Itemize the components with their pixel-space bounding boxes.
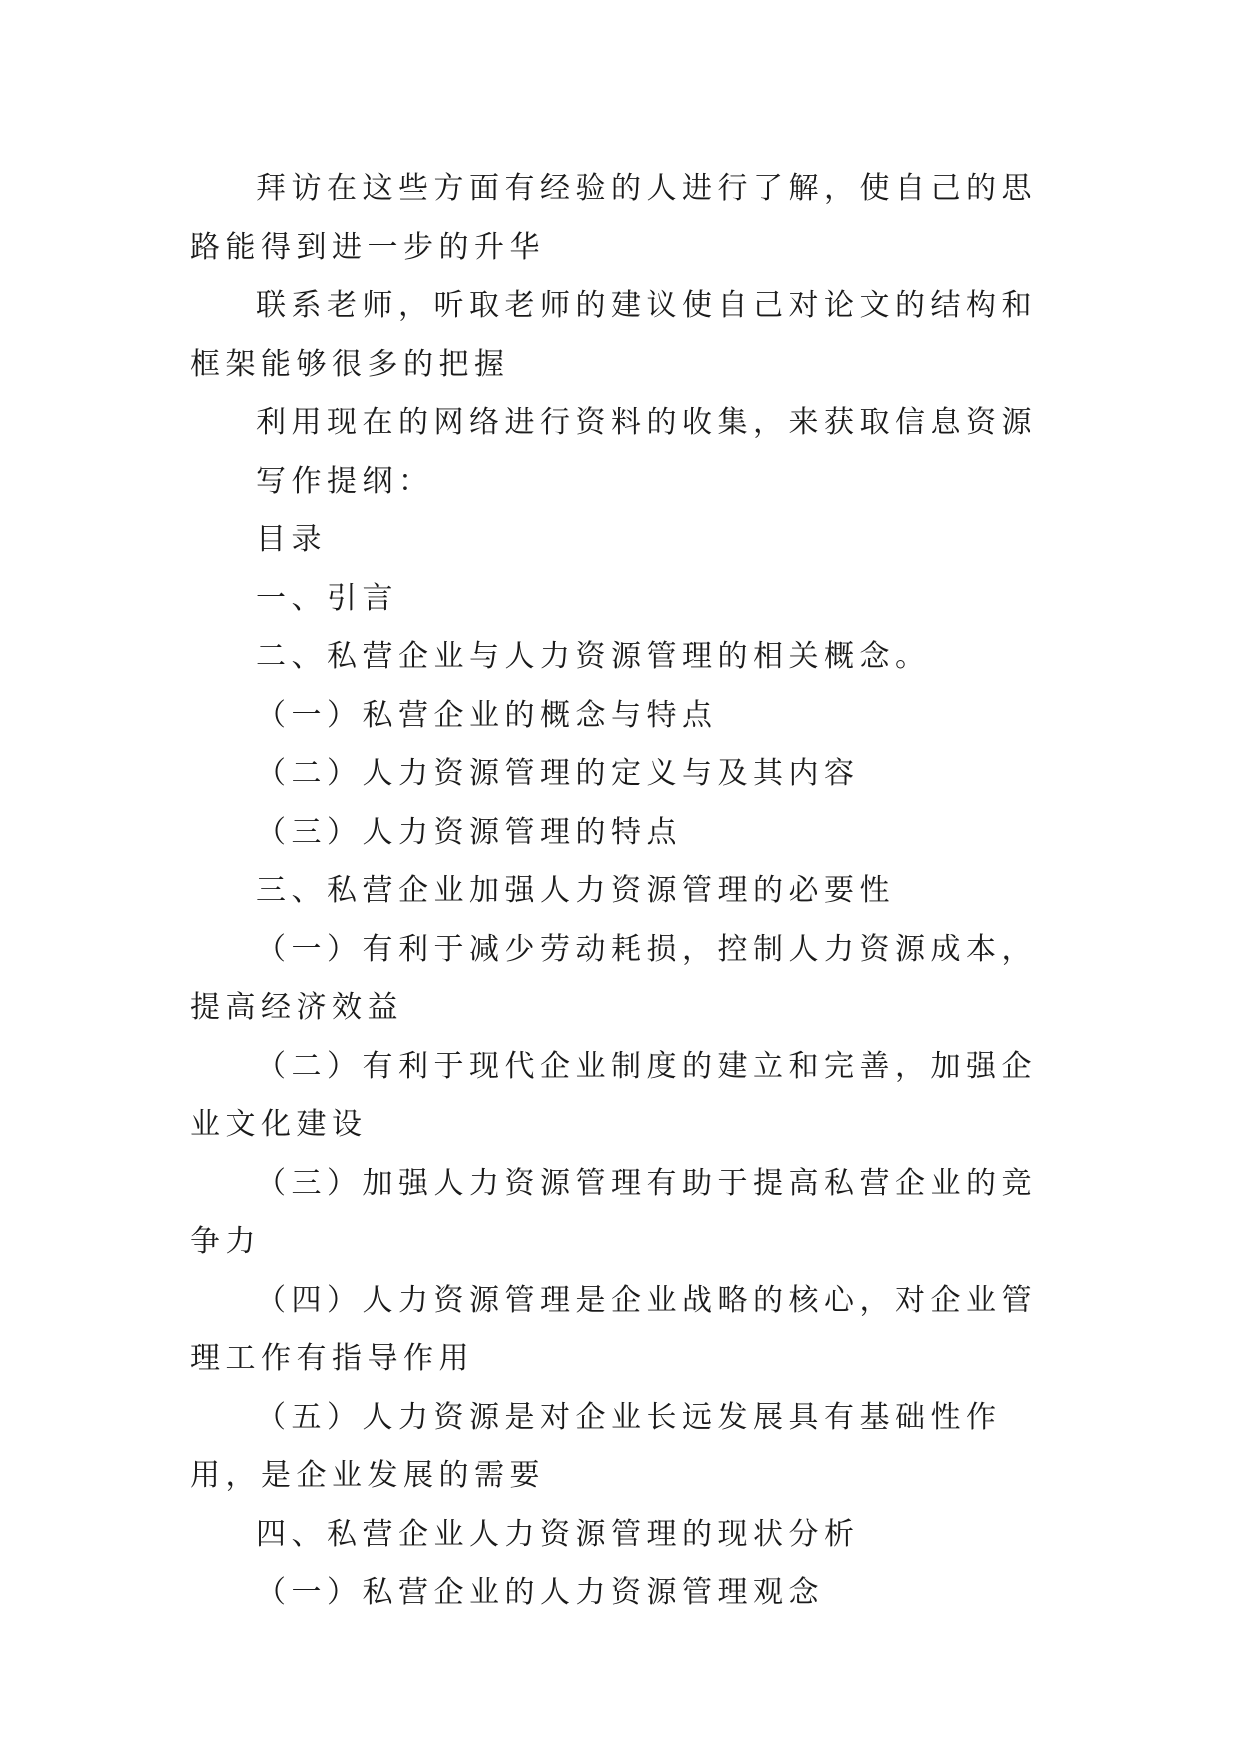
toc-subitem: （二）有利于现代企业制度的建立和完善，加强企业文化建设 (190, 1048, 1037, 1142)
toc-subitem: （三）人力资源管理的特点 (256, 814, 682, 850)
toc-item: 一、引言 (256, 580, 398, 616)
toc-subitem: （一）私营企业的人力资源管理观念 (256, 1575, 824, 1610)
toc-subitem: （四）人力资源管理是企业战略的核心，对企业管理工作有指导作用 (190, 1282, 1037, 1376)
toc-subitem: （一）私营企业的概念与特点 (256, 697, 718, 733)
toc-subitem: （二）人力资源管理的定义与及其内容 (256, 756, 860, 791)
outline-heading: 写作提纲： (256, 463, 434, 499)
paragraph-contact-teacher: 联系老师，听取老师的建议使自己对论文的结构和框架能够很多的把握 (190, 288, 1037, 382)
toc-item: 三、私营企业加强人力资源管理的必要性 (256, 873, 895, 908)
document-body (190, 160, 1060, 1623)
toc-item: 四、私营企业人力资源管理的现状分析 (256, 1516, 860, 1552)
toc-subitem: （一）有利于减少劳动耗损，控制人力资源成本，提高经济效益 (190, 931, 1037, 1025)
toc-item: 二、私营企业与人力资源管理的相关概念。 (256, 639, 931, 674)
toc-subitem: （五）人力资源是对企业长远发展具有基础性作用，是企业发展的需要 (190, 1399, 1002, 1493)
paragraph-online-research: 利用现在的网络进行资料的收集，来获取信息资源 (256, 405, 1037, 440)
toc-heading: 目录 (256, 522, 327, 557)
toc-subitem: （三）加强人力资源管理有助于提高私营企业的竞争力 (190, 1165, 1037, 1259)
paragraph-interview: 拜访在这些方面有经验的人进行了解，使自己的思路能得到进一步的升华 (190, 171, 1037, 265)
